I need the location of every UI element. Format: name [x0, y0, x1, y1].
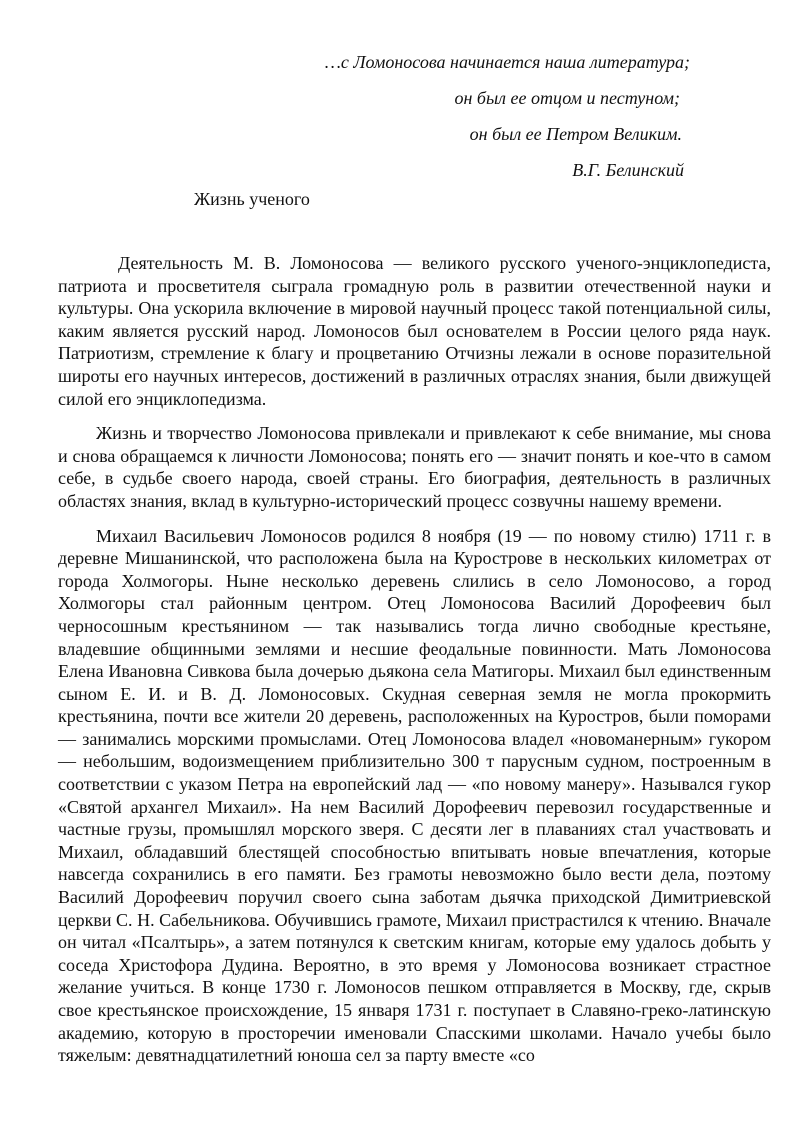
paragraph: Деятельность М. В. Ломоносова — великого русского ученого-энциклопедиста, патриота и просветителя сыграла громадную роль в развитии отечественной науки и культуры. Она ускорила включение в мировой научный процесс такой потенциальной силы, каким является русский народ. Ломоносов был основателем в России целого ряда наук. Патриотизм, стремление к благу и процветанию Отчизны лежали в основе поразительной широты его научных интересов, достижений в различных отраслях знания, были движущей силой его энциклопедизма. [58, 253, 771, 409]
epigraph-line-2: он был ее отцом и пестуном; [454, 88, 680, 108]
paragraph: Михаил Васильевич Ломоносов родился 8 ноября (19 — по новому стилю) 1711 г. в деревне Мишанинской, что расположена была на Курострове в нескольких километрах от города Холмогоры. Ныне несколько деревень слились в село Ломоносово, а город Холмогоры стал районным центром. Отец Ломоносова Василий Дорофеевич был черносошным крестьянином — так назывались тогда лично свободные крестьяне, владевшие общинными землями и несшие феодальные повинности. Мать Ломоносова Елена Ивановна Сивкова была дочерью дьякона села Матигоры. Михаил был единственным сыном Е. И. и В. Д. Ломоносовых. Скудная северная земля не могла прокормить крестьянина, почти все жители 20 деревень, расположенных на Куростров, были поморами — занимались морскими промыслами. Отец Ломоносова владел «новоманерным» гукором — небольшим, водоизмещением приблизительно 300 т парусным судном, построенным в соответствии с указом Петра на европейский лад — «по новому манеру». Назывался гукор «Святой архангел Михаил». На нем Василий Дорофеевич перевозил государственные и частные грузы, промышлял морского зверя. С десяти лег в плаваниях стал участвовать и Михаил, обладавший блестящей способностью впитывать новые впечатления, которые навсегда сохранились в его памяти. Без грамоты невозможно было вести дела, поэтому Василий Дорофеевич поручил своего сына заботам дьячка приходской Димитриевской церкви С. Н. Сабельникова. Обучившись грамоте, Михаил пристрастился к чтению. Вначале он читал «Псалтырь», а затем потянулся к светским книгам, которые ему удалось добыть у соседа Христофора Дудина. Вероятно, в это время у Ломоносова возникает страстное желание учиться. В конце 1730 г. Ломоносов пешком отправляется в Москву, где, скрыв свое крестьянское происхождение, 15 января 1731 г. поступает в Славяно-греко-латинскую академию, которую в просторечии именовали Спасскими школами. Начало учебы было тяжелым: девятнадцатилетний юноша сел за парту вместе «со [58, 525, 771, 1066]
section-title: Жизнь ученого [194, 189, 310, 209]
epigraph-line-1: …с Ломоносова начинается наша литература; [324, 52, 690, 72]
epigraph-author: В.Г. Белинский [572, 160, 684, 180]
epigraph-line-3: он был ее Петром Великим. [469, 124, 682, 144]
epigraph [0, 44, 690, 188]
body-text [58, 252, 771, 1079]
paragraph: Жизнь и творчество Ломоносова привлекали и привлекают к себе внимание, мы снова и снова обращаемся к личности Ломоносова; понять его — значит понять и кое-что в самом себе, в судьбе своего народа, своей страны. Его биография, деятельность в различных областях знания, вклад в культурно-исторический процесс созвучны нашему времени. [58, 423, 771, 511]
